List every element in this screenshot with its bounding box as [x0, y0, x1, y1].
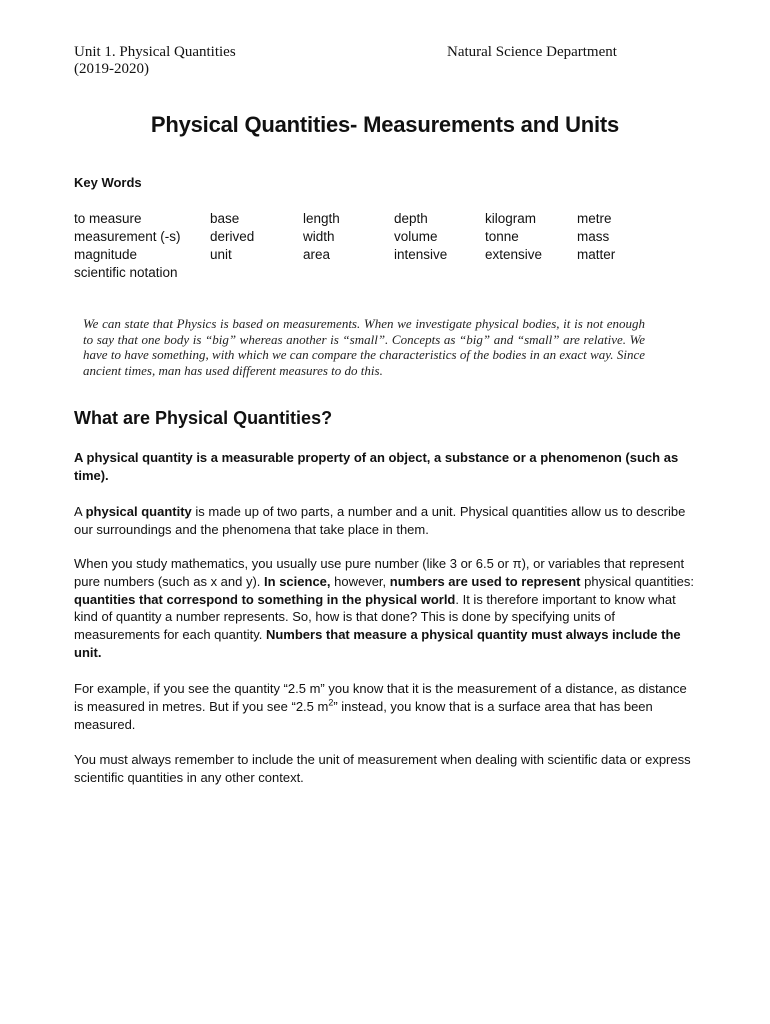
key-word: derived — [210, 229, 255, 244]
key-word: depth — [394, 211, 428, 226]
bold-run: In science, — [264, 573, 331, 589]
bold-run: quantities that correspond to something in the physical world — [74, 591, 456, 607]
key-word: mass — [577, 229, 610, 244]
text-run: physical quantities: — [580, 573, 694, 589]
document-title: Physical Quantities- Measurements and Units — [150, 112, 620, 137]
section-heading: What are Physical Quantities? — [74, 408, 333, 428]
key-word: extensive — [485, 247, 543, 262]
key-word: base — [210, 211, 240, 226]
paragraph-example — [74, 680, 698, 733]
key-word: length — [303, 211, 340, 226]
bold-run: Numbers that measure a physical quantity must always include the unit. — [74, 627, 681, 660]
key-word: measurement (-s) — [74, 229, 181, 244]
intro-paragraph: We can state that Physics is based on measurements. When we investigate physical bodies, it is not enough to say that one body is “big” whereas another is “small”. Concepts as “big” and “small” are relative. We have to have something, with which we can compare the characteristics of the bodies in an exact way. Since ancient times, man has used different measures to do this. — [83, 316, 645, 378]
definition-paragraph: A physical quantity is a measurable property of an object, a substance or a phenomenon (such as time). — [74, 450, 679, 483]
key-word: metre — [577, 211, 612, 226]
key-word: kilogram — [485, 211, 537, 226]
key-word: volume — [394, 229, 438, 244]
key-word: intensive — [394, 247, 448, 262]
key-words-heading: Key Words — [74, 175, 142, 190]
bold-run: numbers are used to represent — [389, 573, 581, 589]
key-words-row — [74, 228, 657, 246]
key-words-row — [74, 264, 657, 282]
key-words-row — [74, 246, 657, 264]
text-run: ” instead, you know that is a surface area that has been measured. — [74, 698, 653, 732]
key-word: area — [303, 247, 331, 262]
text-run: . It is therefore important to know what kind of quantity a number represents. So, how is that done? This is done by specifying units of measurements for each quantity. — [74, 591, 676, 643]
bold-run: physical quantity — [85, 504, 192, 519]
header-year: (2019-2020) — [74, 61, 149, 77]
paragraph-mathematics — [74, 555, 698, 662]
key-word: scientific notation — [74, 265, 178, 280]
header-department: Natural Science Department — [447, 44, 617, 60]
superscript: 2 — [328, 697, 334, 708]
text-run: For example, if you see the quantity “2.5 m” you know that it is the measurement of a distance, as distance is measured in metres. But if you see “2.5 m — [74, 681, 687, 714]
text-run: When you study mathematics, you usually use pure number (like 3 or 6.5 or π), or variables that represent pure numbers (such as x and y). — [74, 556, 685, 589]
key-word: tonne — [485, 229, 519, 244]
key-words-table — [74, 210, 657, 282]
key-word: width — [303, 229, 335, 244]
header-left — [74, 44, 236, 78]
paragraph-physical-quantity — [74, 503, 698, 539]
key-word: matter — [577, 247, 616, 262]
paragraph-reminder: You must always remember to include the unit of measurement when dealing with scientific data or express scientific quantities in any other context. — [74, 752, 691, 785]
key-word: to measure — [74, 211, 142, 226]
header-unit: Unit 1. Physical Quantities — [74, 44, 236, 60]
text-run: A — [74, 504, 86, 519]
text-run: is made up of two parts, a number and a unit. Physical quantities allow us to describe our surroundings and the phenomena that take place in them. — [74, 504, 686, 537]
text-run: however, — [330, 573, 390, 589]
key-word: unit — [210, 247, 232, 262]
key-words-row — [74, 210, 657, 228]
key-word: magnitude — [74, 247, 138, 262]
